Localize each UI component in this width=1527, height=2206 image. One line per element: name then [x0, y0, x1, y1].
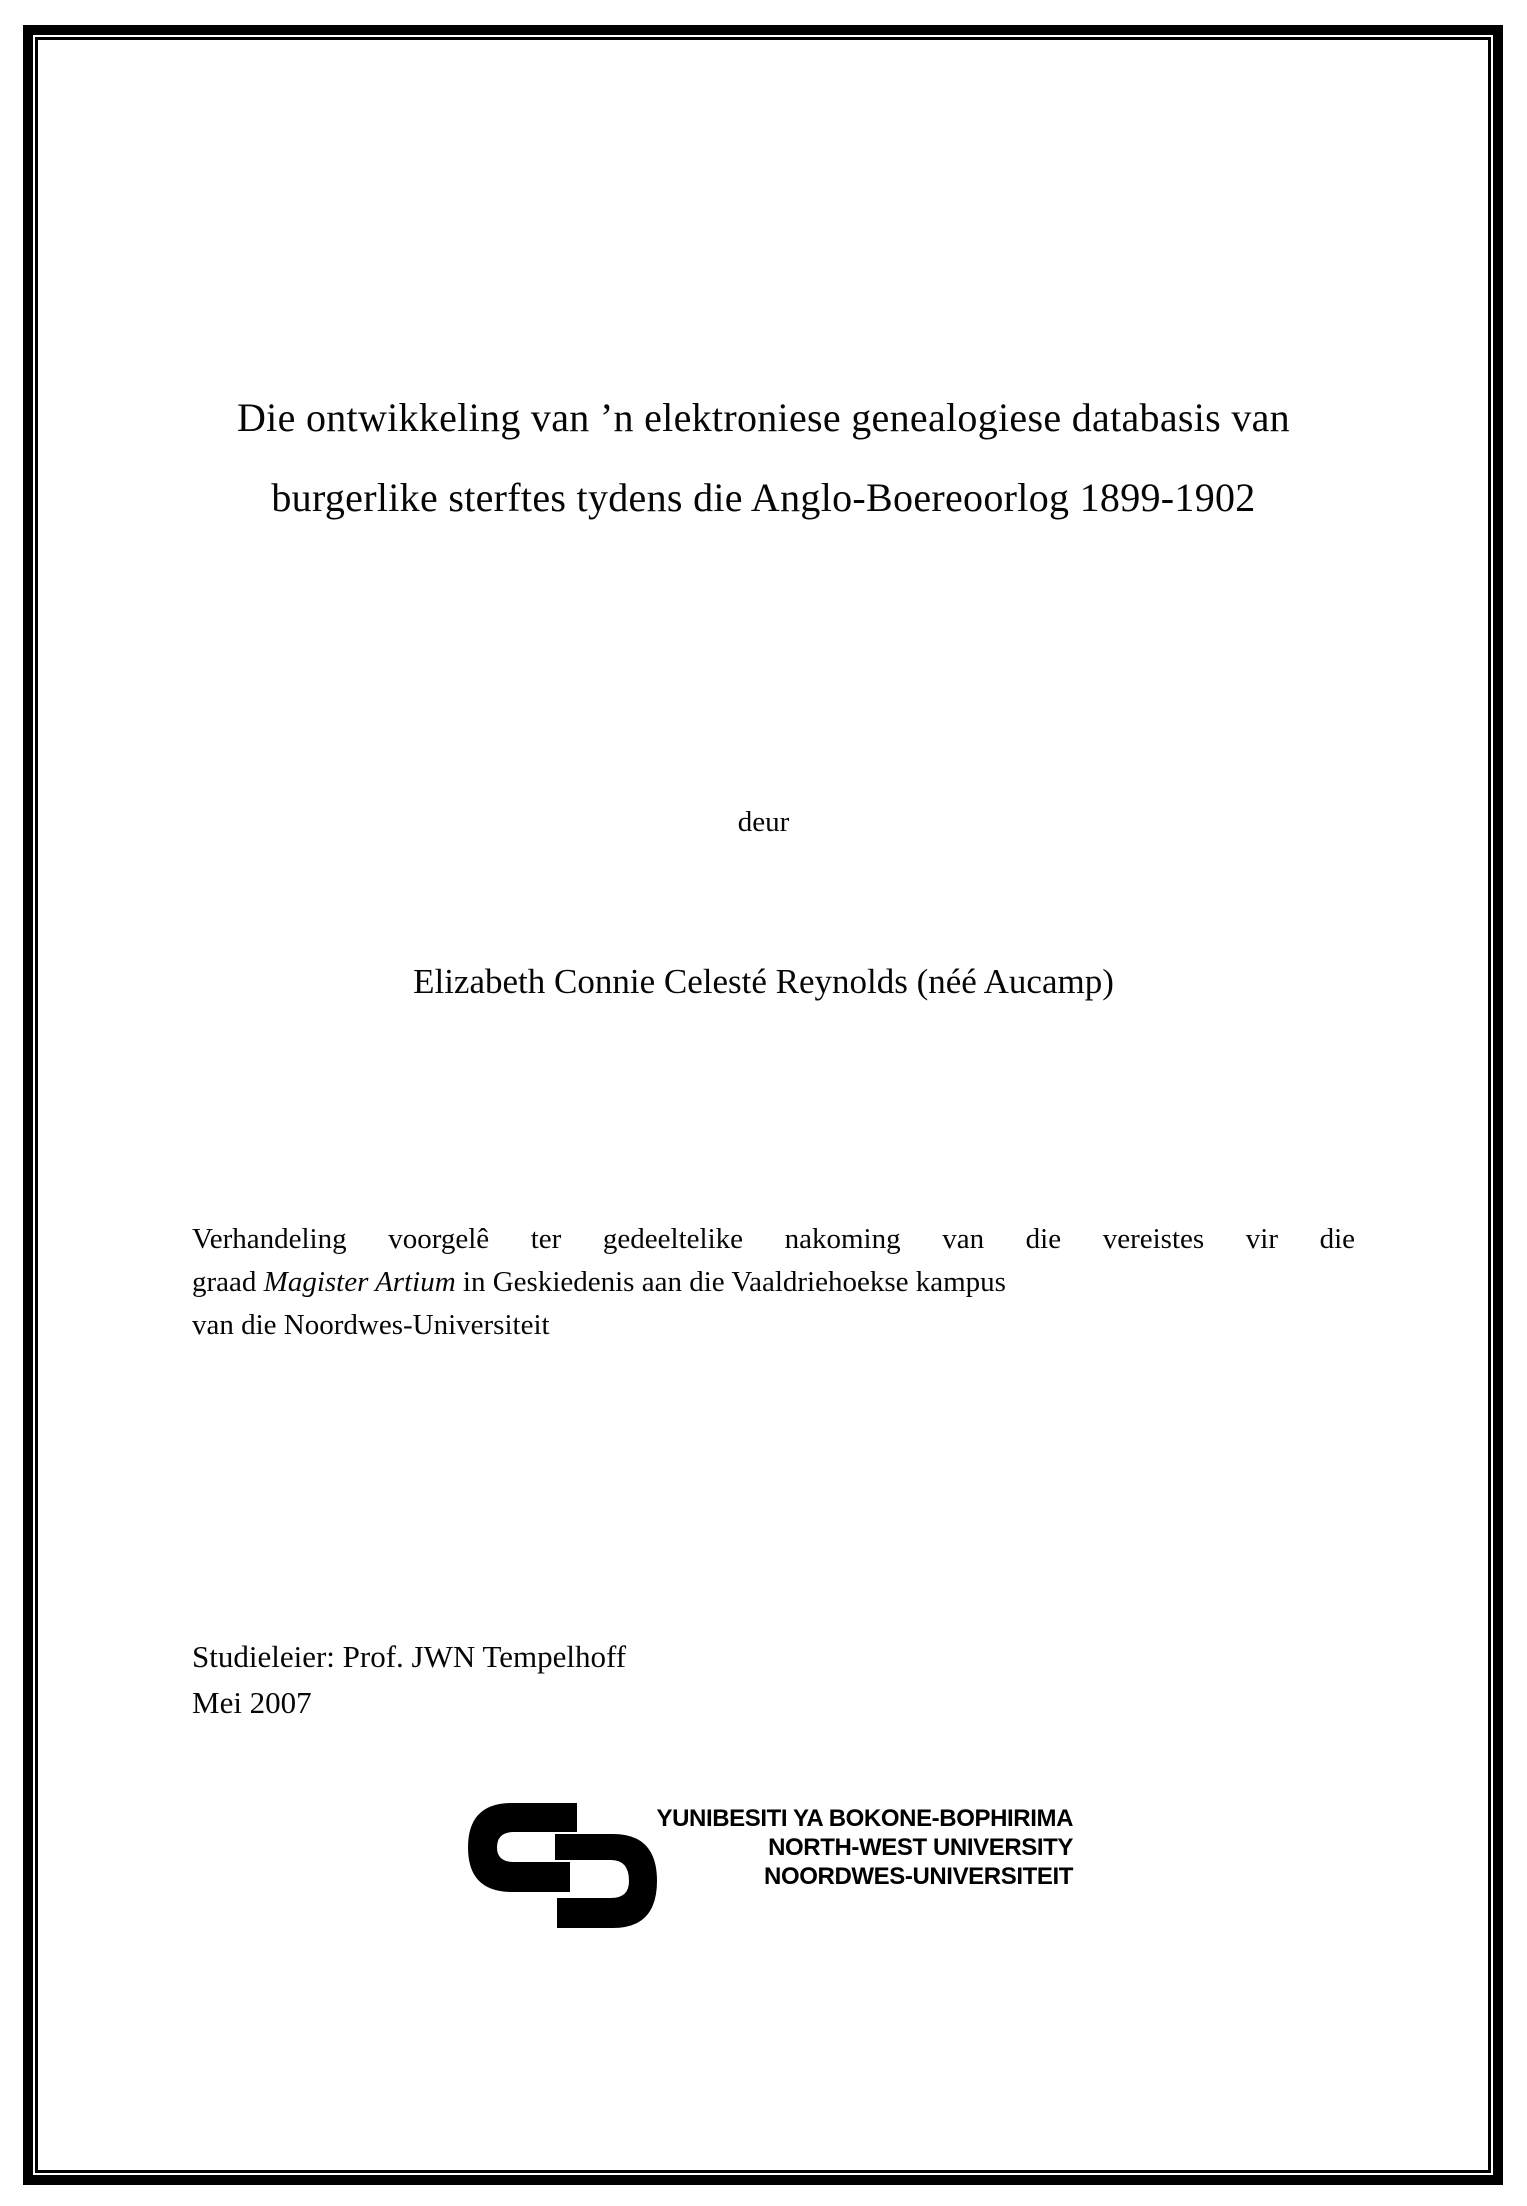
description-line3: van die Noordwes-Universiteit	[192, 1309, 550, 1341]
author-name: Elizabeth Connie Celesté Reynolds (néé Aucamp)	[413, 962, 1114, 1001]
thesis-title-line1: Die ontwikkeling van ’n elektroniese genealogiese databasis van	[236, 395, 1290, 440]
description-line2	[192, 1261, 1355, 1304]
date-line: Mei 2007	[192, 1685, 312, 1720]
supervisor-block	[192, 1634, 626, 1726]
supervisor-line: Studieleier: Prof. JWN Tempelhoff	[192, 1639, 627, 1674]
university-logo-text	[591, 1804, 1073, 1891]
thesis-description	[192, 1218, 1355, 1347]
description-line1: Verhandeling voorgelê ter gedeeltelike nakoming van die vereistes vir die	[192, 1223, 1355, 1255]
university-logo	[468, 1801, 1078, 1931]
byline-label: deur	[737, 806, 790, 838]
logo-text-setswana: YUNIBESITI YA BOKONE-BOPHIRIMA	[656, 1805, 1073, 1832]
description-line2-pre: graad	[192, 1266, 264, 1298]
thesis-title-line2: burgerlike sterftes tydens die Anglo-Boereoorlog 1899-1902	[271, 475, 1256, 520]
description-line2-post: in Geskiedenis aan die Vaaldriehoekse kampus	[455, 1266, 1006, 1298]
degree-name: Magister Artium	[263, 1266, 456, 1298]
logo-text-english: NORTH-WEST UNIVERSITY	[768, 1834, 1073, 1861]
thesis-title	[60, 378, 1467, 538]
logo-text-afrikaans: NOORDWES-UNIVERSITEIT	[764, 1863, 1073, 1890]
